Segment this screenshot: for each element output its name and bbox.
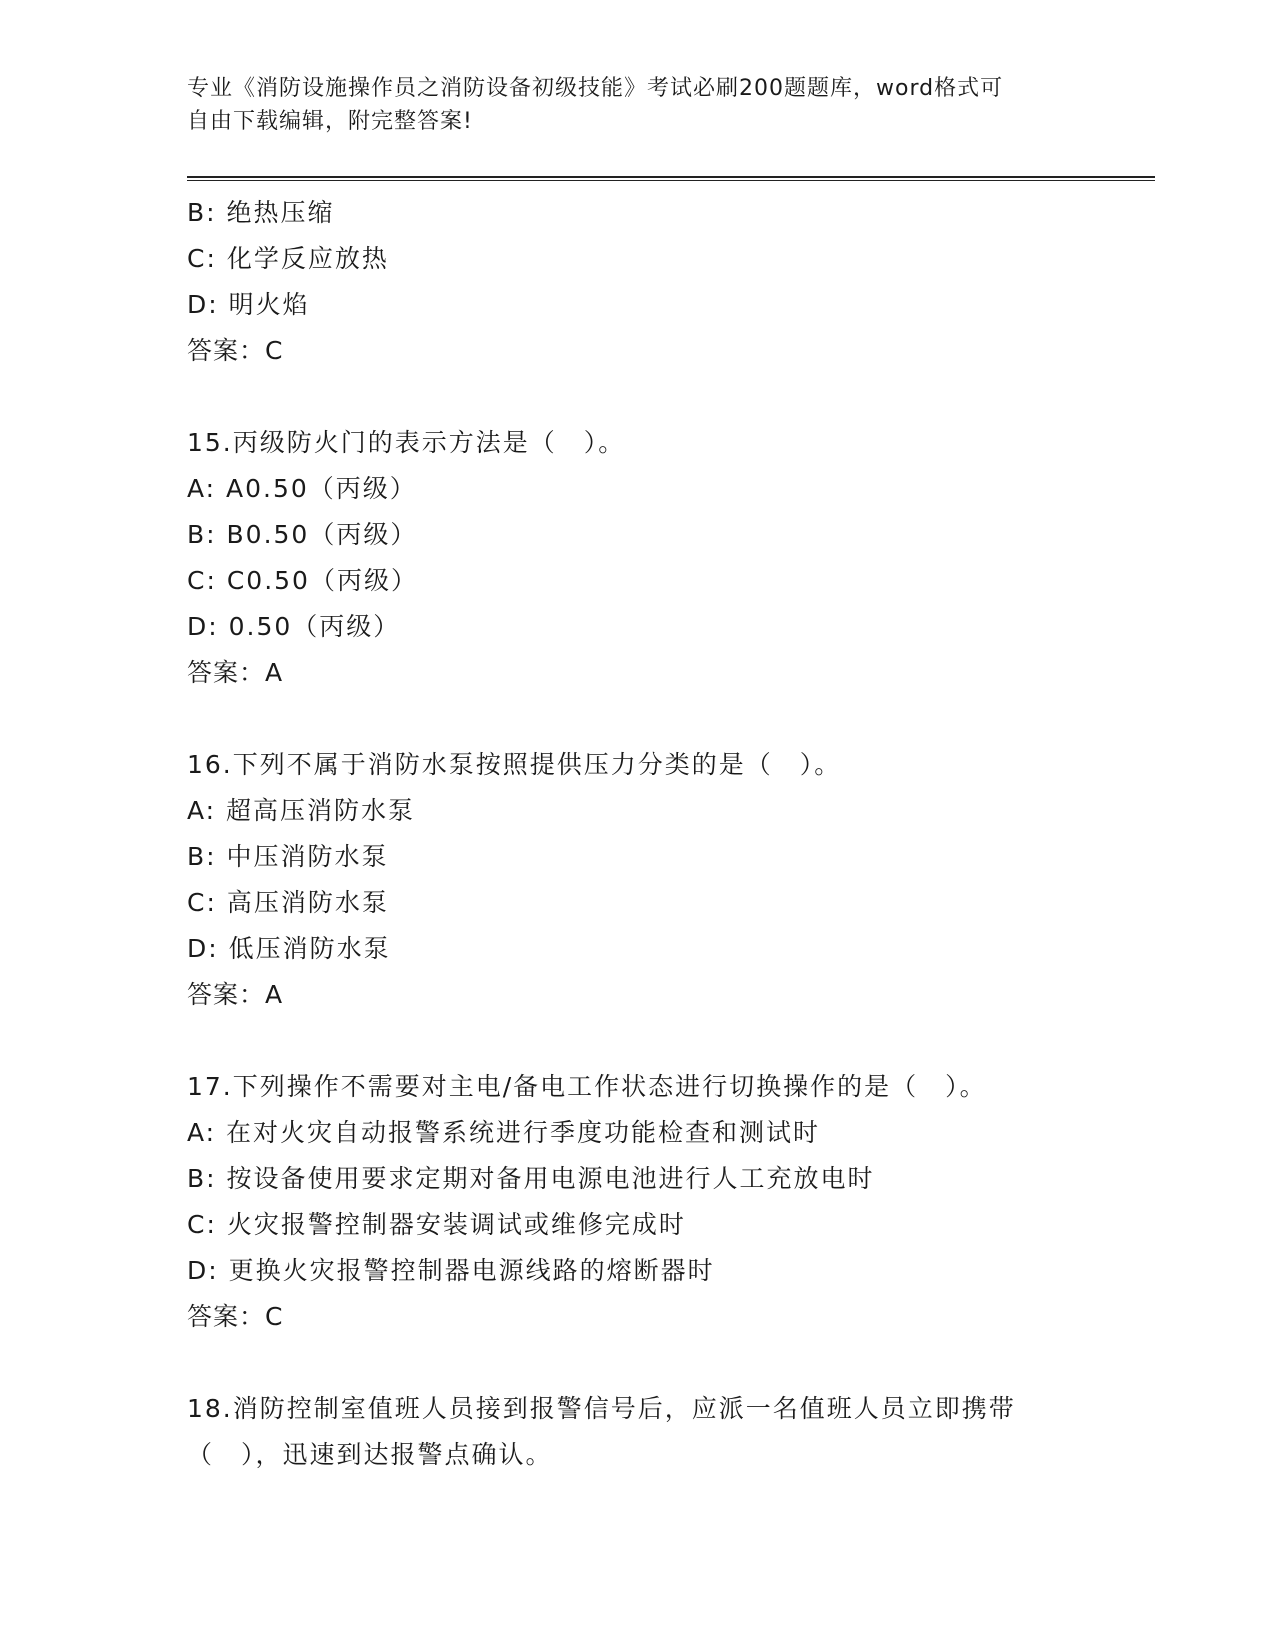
question-stem-line-2: （ ），迅速到达报警点确认。 xyxy=(187,1440,553,1469)
option-c: C: 高压消防水泵 xyxy=(187,888,389,917)
question-17 xyxy=(187,1064,1155,1340)
question-stem-line-1: 18.消防控制室值班人员接到报警信号后，应派一名值班人员立即携带 xyxy=(187,1394,1016,1423)
question-stem: 15.丙级防火门的表示方法是（ ）。 xyxy=(187,428,626,457)
question-16 xyxy=(187,742,1155,1018)
answer-line: 答案：C xyxy=(187,336,284,365)
spacer xyxy=(187,696,1155,742)
spacer xyxy=(187,1340,1155,1386)
option-d: D: 低压消防水泵 xyxy=(187,934,391,963)
question-stem: 17.下列操作不需要对主电/备电工作状态进行切换操作的是（ ）。 xyxy=(187,1072,987,1101)
option-b: B: 中压消防水泵 xyxy=(187,842,389,871)
answer-line: 答案：C xyxy=(187,1302,284,1331)
option-a: A: 超高压消防水泵 xyxy=(187,796,416,825)
document-header xyxy=(187,72,1067,138)
option-a: A: A0.50（丙级） xyxy=(187,474,417,503)
question-18 xyxy=(187,1386,1155,1478)
option-a: A: 在对火灾自动报警系统进行季度功能检查和测试时 xyxy=(187,1118,821,1147)
option-c: C: C0.50（丙级） xyxy=(187,566,418,595)
header-divider xyxy=(187,176,1155,181)
header-line-1: 专业《消防设施操作员之消防设备初级技能》考试必刷200题题库，word格式可 xyxy=(187,76,1004,101)
option-d: D: 0.50（丙级） xyxy=(187,612,401,641)
option-b: B: 绝热压缩 xyxy=(187,198,335,227)
option-d: D: 明火焰 xyxy=(187,290,310,319)
question-stem: 16.下列不属于消防水泵按照提供压力分类的是（ ）。 xyxy=(187,750,842,779)
question-list xyxy=(187,190,1155,1478)
answer-line: 答案：A xyxy=(187,980,284,1009)
question-14-continuation xyxy=(187,190,1155,374)
option-b: B: 按设备使用要求定期对备用电源电池进行人工充放电时 xyxy=(187,1164,875,1193)
option-d: D: 更换火灾报警控制器电源线路的熔断器时 xyxy=(187,1256,715,1285)
option-c: C: 火灾报警控制器安装调试或维修完成时 xyxy=(187,1210,686,1239)
option-c: C: 化学反应放热 xyxy=(187,244,389,273)
spacer xyxy=(187,374,1155,420)
header-line-2: 自由下载编辑，附完整答案! xyxy=(187,109,473,134)
question-15 xyxy=(187,420,1155,696)
spacer xyxy=(187,1018,1155,1064)
answer-line: 答案：A xyxy=(187,658,284,687)
option-b: B: B0.50（丙级） xyxy=(187,520,418,549)
